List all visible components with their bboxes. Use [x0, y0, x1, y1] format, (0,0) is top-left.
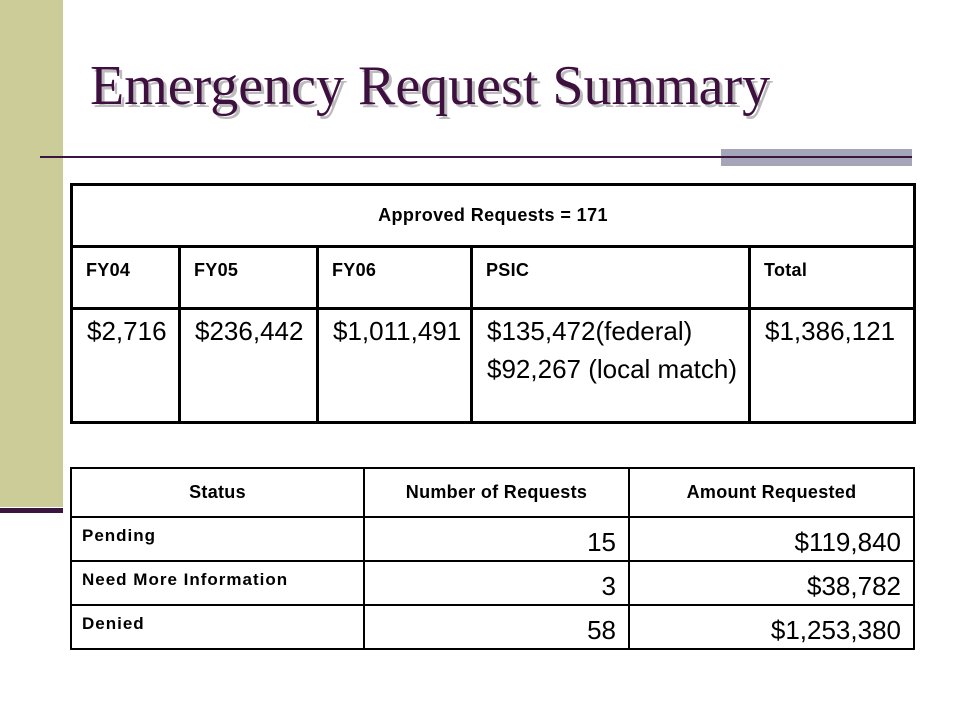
table-row	[72, 309, 915, 423]
table-caption-row	[72, 185, 915, 247]
value-total: $1,386,121	[750, 309, 915, 423]
table-row	[71, 605, 914, 649]
request-count: 58	[364, 605, 629, 649]
status-label: Need More Information	[71, 561, 364, 605]
amount-requested: $119,840	[629, 517, 914, 561]
column-header-amount-requested: Amount Requested	[629, 468, 914, 517]
status-table	[70, 467, 915, 650]
value-fy06: $1,011,491	[318, 309, 472, 423]
approved-requests-caption: Approved Requests = 171	[72, 185, 915, 247]
column-header-psic: PSIC	[472, 247, 750, 309]
column-header-fy05: FY05	[180, 247, 318, 309]
column-header-number-of-requests: Number of Requests	[364, 468, 629, 517]
request-count: 15	[364, 517, 629, 561]
request-count: 3	[364, 561, 629, 605]
value-psic-local: $92,267 (local match)	[487, 354, 738, 384]
table-header-row	[72, 247, 915, 309]
column-header-total: Total	[750, 247, 915, 309]
sidebar-accent-line	[0, 508, 63, 513]
table-row	[71, 517, 914, 561]
status-label: Pending	[71, 517, 364, 561]
column-header-fy04: FY04	[72, 247, 180, 309]
table-row	[71, 561, 914, 605]
value-psic-federal: $135,472(federal)	[487, 316, 693, 346]
amount-requested: $38,782	[629, 561, 914, 605]
title-underline	[40, 156, 912, 158]
column-header-status: Status	[71, 468, 364, 517]
slide-title: Emergency Request Summary	[90, 55, 771, 117]
value-fy05: $236,442	[180, 309, 318, 423]
table-header-row	[71, 468, 914, 517]
value-psic	[472, 309, 750, 423]
amount-requested: $1,253,380	[629, 605, 914, 649]
column-header-fy06: FY06	[318, 247, 472, 309]
sidebar-decoration-bar	[0, 0, 63, 507]
status-label: Denied	[71, 605, 364, 649]
value-fy04: $2,716	[72, 309, 180, 423]
approved-requests-table	[70, 183, 916, 424]
